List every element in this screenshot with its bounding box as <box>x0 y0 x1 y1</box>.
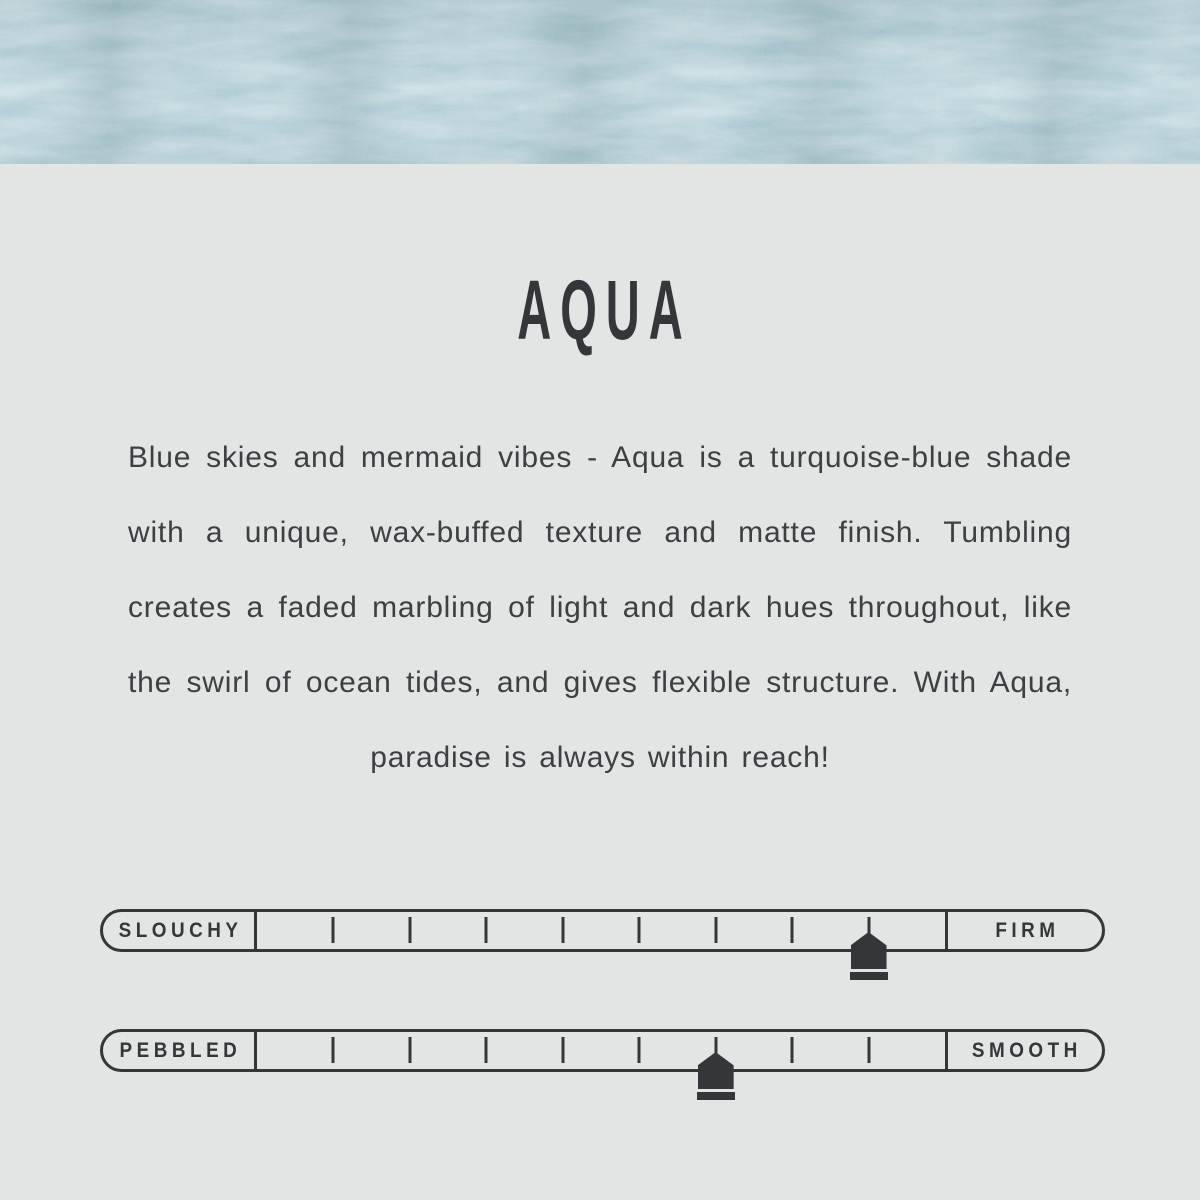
tick-mark <box>638 1037 641 1063</box>
tick-mark <box>867 1037 870 1063</box>
tick-mark <box>561 917 564 943</box>
leather-marbling-overlay <box>0 0 1200 164</box>
tick-mark <box>791 1037 794 1063</box>
marker-base-bar <box>850 972 888 980</box>
tick-mark <box>485 917 488 943</box>
tick-mark <box>714 917 717 943</box>
scale-track <box>257 912 945 949</box>
scale-track <box>257 1032 945 1069</box>
tick-mark <box>561 1037 564 1063</box>
scale-left-label: PEBBLED <box>119 1038 242 1062</box>
pebbled-smooth-scale <box>100 1029 1105 1072</box>
tick-mark <box>332 917 335 943</box>
scale-right-label-cell <box>945 1032 1102 1069</box>
scale-right-label-cell <box>945 912 1102 949</box>
tick-mark <box>408 1037 411 1063</box>
slouchy-firm-scale <box>100 909 1105 952</box>
scale-marker <box>697 1052 735 1100</box>
tick-mark <box>408 917 411 943</box>
color-description: Blue skies and mermaid vibes - Aqua is a turquoise-blue shade with a unique, wax-buffed texture and matte finish. Tumbling creates a faded marbling of light and dark hues throughout, like the swirl of ocean tides, and gives flexible structure. With Aqua, paradise is always within reach! <box>128 441 1072 774</box>
tick-mark <box>485 1037 488 1063</box>
scale-left-label-cell <box>103 1032 257 1069</box>
scale-left-label-cell <box>103 912 257 949</box>
scale-marker <box>850 932 888 980</box>
tick-mark <box>791 917 794 943</box>
scale-left-label: SLOUCHY <box>118 918 243 942</box>
tick-mark <box>638 917 641 943</box>
marker-base-bar <box>697 1092 735 1100</box>
leather-texture-banner <box>0 0 1200 164</box>
tick-mark <box>332 1037 335 1063</box>
scale-right-label: FIRM <box>995 918 1060 942</box>
color-name-title: AQUA <box>517 263 692 357</box>
marker-arrow-head <box>851 932 887 969</box>
scale-right-label: SMOOTH <box>972 1038 1083 1062</box>
marker-arrow-head <box>698 1052 734 1089</box>
